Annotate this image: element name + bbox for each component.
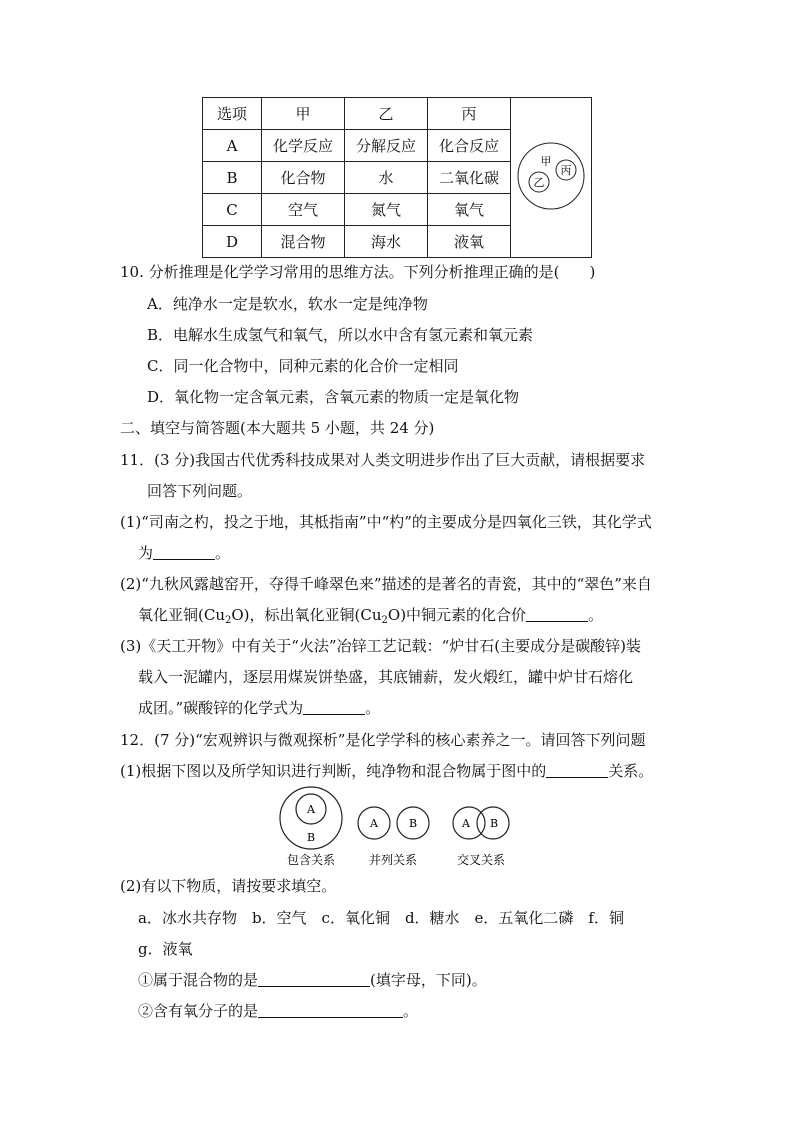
q10-stem: 10. 分析推理是化学学习常用的思维方法。下列分析推理正确的是( ) xyxy=(120,263,596,281)
q11-part1-end: 。 xyxy=(215,544,231,562)
table-cell: D xyxy=(203,226,262,258)
table-header-cell: 丙 xyxy=(428,98,511,130)
q12-part1 xyxy=(120,761,653,781)
nested-venn-diagram xyxy=(511,98,591,253)
label-parallel: 并列关系 xyxy=(368,853,418,867)
q11-part3-line2: 载入一泥罐内，逐层用煤炭饼垫盛，其底铺薪，发火煅红，罐中炉甘石熔化 xyxy=(138,668,634,686)
subscript-2: 2 xyxy=(381,615,388,626)
options-table xyxy=(202,97,592,258)
q12-subquestion-b-prefix: ②含有氧分子的是 xyxy=(138,1002,259,1020)
q12-items-line1: a．冰水共存物 b．空气 c．氧化铜 d．糖水 e．五氧化二磷 f．铜 xyxy=(138,909,624,927)
q11-part3-line3 xyxy=(138,698,380,718)
relationship-figure xyxy=(270,784,530,874)
table-header-row xyxy=(203,98,592,130)
table-cell: 化学反应 xyxy=(262,130,345,162)
table-cell: B xyxy=(203,162,262,194)
q12-subquestion-a-prefix: ①属于混合物的是 xyxy=(138,971,259,989)
answer-blank[interactable] xyxy=(303,699,365,715)
table-cell: 海水 xyxy=(345,226,428,258)
q12-items-line2: g．液氧 xyxy=(138,940,193,958)
table-cell: 氮气 xyxy=(345,194,428,226)
containment-label-b: B xyxy=(306,831,316,844)
q11-part2-end: 。 xyxy=(588,606,604,624)
table-cell: 化合反应 xyxy=(428,130,511,162)
venn-label-bing: 丙 xyxy=(560,164,572,177)
q11-part2-text-c: O)中铜元素的化合价 xyxy=(387,606,527,624)
q12-line1: 12．(7 分)“宏观辨识与微观探析”是化学学科的核心素养之一。请回答下列问题 xyxy=(120,731,646,749)
answer-blank[interactable] xyxy=(258,971,370,987)
table-cell: C xyxy=(203,194,262,226)
q12-subquestion-a-end: (填字母，下同)。 xyxy=(370,971,487,989)
table-cell: 分解反应 xyxy=(345,130,428,162)
q12-subquestion-b-end: 。 xyxy=(403,1002,419,1020)
q11-part1-prefix: 为 xyxy=(138,544,154,562)
label-containment: 包含关系 xyxy=(286,853,336,867)
q10-option-c: C．同一化合物中，同种元素的化合价一定相同 xyxy=(147,357,459,375)
q11-part3-line1: (3)《天工开物》中有关于“火法”冶锌工艺记载：“炉甘石(主要成分是碳酸锌)装 xyxy=(120,637,641,655)
venn-diagram-cell xyxy=(511,98,592,258)
q11-part2-text-b: O)，标出氧化亚铜(Cu xyxy=(231,606,382,624)
label-intersection: 交叉关系 xyxy=(456,853,506,867)
section-heading: 二、填空与简答题(本大题共 5 小题，共 24 分) xyxy=(120,419,435,437)
table-header-cell: 选项 xyxy=(203,98,262,130)
q12-part1-end: 关系。 xyxy=(608,762,654,780)
parallel-label-a: A xyxy=(370,817,378,830)
q10-option-d: D．氧化物一定含氧元素，含氧元素的物质一定是氧化物 xyxy=(147,388,520,406)
q11-part1-line2 xyxy=(138,543,230,563)
intersect-label-b: B xyxy=(489,817,499,830)
q10-option-b: B．电解水生成氢气和氧气，所以水中含有氢元素和氧元素 xyxy=(147,326,534,344)
q11-part2-text-a: 氧化亚铜(Cu xyxy=(138,606,225,624)
table-cell: 混合物 xyxy=(262,226,345,258)
intersect-label-a: A xyxy=(462,817,470,830)
answer-blank[interactable] xyxy=(546,762,608,778)
q12-subquestion-a xyxy=(138,970,487,990)
answer-blank[interactable] xyxy=(258,1002,403,1018)
q12-part2: (2)有以下物质，请按要求填空。 xyxy=(120,877,337,895)
q11-part3-prefix: 成团。”碳酸锌的化学式为 xyxy=(138,699,304,717)
table-cell: A xyxy=(203,130,262,162)
q11-part1-line1: (1)“司南之杓，投之于地，其柢指南”中“杓”的主要成分是四氧化三铁，其化学式 xyxy=(120,513,652,531)
q12-subquestion-b xyxy=(138,1001,418,1021)
containment-label-a: A xyxy=(307,803,315,816)
subscript-2: 2 xyxy=(225,615,232,626)
q11-part2-line1: (2)“九秋风露越窑开，夺得千峰翠色来”描述的是著名的青瓷，其中的“翠色”来自 xyxy=(120,575,652,593)
venn-label-jia: 甲 xyxy=(540,155,552,168)
answer-blank[interactable] xyxy=(526,606,588,622)
q11-part2-line2 xyxy=(138,605,603,631)
table-cell: 液氧 xyxy=(428,226,511,258)
answer-blank[interactable] xyxy=(153,544,215,560)
table-cell: 空气 xyxy=(262,194,345,226)
table-cell: 二氧化碳 xyxy=(428,162,511,194)
venn-label-yi: 乙 xyxy=(533,176,545,189)
table-header-cell: 甲 xyxy=(262,98,345,130)
q11-line2: 回答下列问题。 xyxy=(147,482,253,500)
table-header-cell: 乙 xyxy=(345,98,428,130)
table-cell: 水 xyxy=(345,162,428,194)
table-cell: 化合物 xyxy=(262,162,345,194)
table-cell: 氧气 xyxy=(428,194,511,226)
q11-part3-end: 。 xyxy=(365,699,381,717)
q11-line1: 11．(3 分)我国古代优秀科技成果对人类文明进步作出了巨大贡献，请根据要求 xyxy=(120,451,646,469)
q10-option-a: A．纯净水一定是软水，软水一定是纯净物 xyxy=(147,295,428,313)
q12-part1-prefix: (1)根据下图以及所学知识进行判断，纯净物和混合物属于图中的 xyxy=(120,762,547,780)
parallel-label-b: B xyxy=(408,817,418,830)
